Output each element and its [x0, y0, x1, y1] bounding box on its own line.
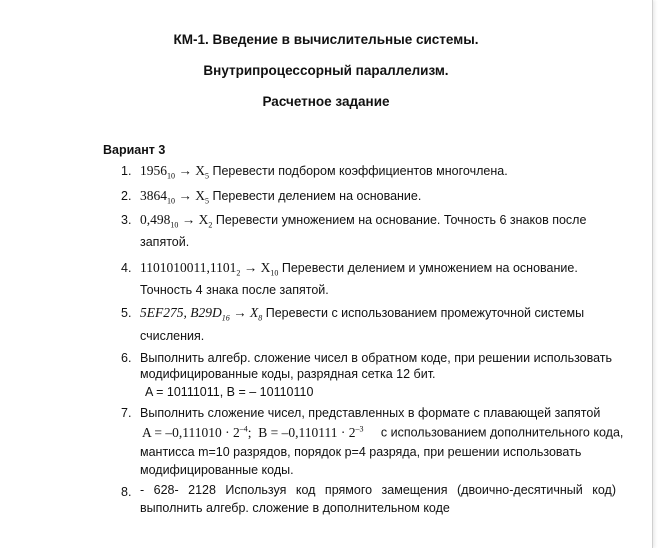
doc-title-line-2: Внутрипроцессорный параллелизм. — [203, 63, 449, 78]
item-6-continuation: модифицированные коды, разрядная сетка 12 бит. — [140, 367, 436, 381]
item-formula: $1956_{10} \to X_5$ — [140, 163, 209, 181]
item-number: 6. — [121, 351, 132, 365]
item-4-continuation: Точность 4 знака после запятой. — [140, 283, 329, 297]
item-number: 7. — [121, 406, 132, 420]
item-number: 5. — [121, 306, 132, 320]
item-text: Перевести подбором коэффициентов многочлена. — [212, 164, 508, 178]
doc-title-line-3: Расчетное задание — [262, 94, 390, 109]
item-formula: $0,498_{10} \to X_2$ — [140, 212, 213, 230]
item-text: Выполнить сложение чисел, представленных в формате с плавающей запятой — [140, 406, 601, 420]
item-3-continuation: запятой. — [140, 235, 190, 249]
item-7-formula-line — [142, 424, 623, 441]
item-formula: $3864_{10} \to X_5$ — [140, 188, 209, 206]
item-text-justified: - 628- 2128 Используя код прямого замещения (двоично-десятичный код) — [140, 483, 616, 497]
item-text: Перевести делением и умножением на основание. — [281, 261, 578, 275]
item-5-continuation: счисления. — [140, 329, 205, 343]
item-number: 8. — [121, 485, 132, 499]
item-7-continuation-2: модифицированные коды. — [140, 463, 294, 477]
item-number: 2. — [121, 189, 132, 203]
item-formula-text: с использованием дополнительного кода, — [380, 425, 624, 440]
item-text: Выполнить алгебр. сложение чисел в обратном коде, при решении использовать — [140, 351, 613, 365]
item-text: Перевести делением на основание. — [212, 189, 422, 203]
item-number: 4. — [121, 261, 132, 275]
item-text: Перевести умножением на основание. Точность 6 знаков после — [215, 213, 587, 227]
item-7-continuation: мантисса m=10 разрядов, порядок p=4 разряда, при решении использовать — [140, 445, 582, 459]
item-text: Перевести с использованием промежуточной системы — [265, 306, 585, 320]
doc-title-line-1: КМ-1. Введение в вычислительные системы. — [173, 32, 479, 47]
item-number: 1. — [121, 164, 132, 178]
item-6-values: A = 10111011, B = – 10110110 — [145, 385, 314, 399]
item-formula: 5EF275, $B29D_{16} \to X_8$ — [140, 305, 263, 323]
item-8-continuation: выполнить алгебр. сложение в дополнительном коде — [140, 501, 450, 515]
variant-heading: Вариант 3 — [103, 143, 166, 157]
item-formula: $A = -0,111010 \cdot 2^{-4}$; $B = -0,110111 \cdot 2^{-3}$ — [142, 424, 364, 440]
item-number: 3. — [121, 213, 132, 227]
item-formula: $1101010011,1101_2 \to X_{10}$ — [140, 260, 279, 278]
